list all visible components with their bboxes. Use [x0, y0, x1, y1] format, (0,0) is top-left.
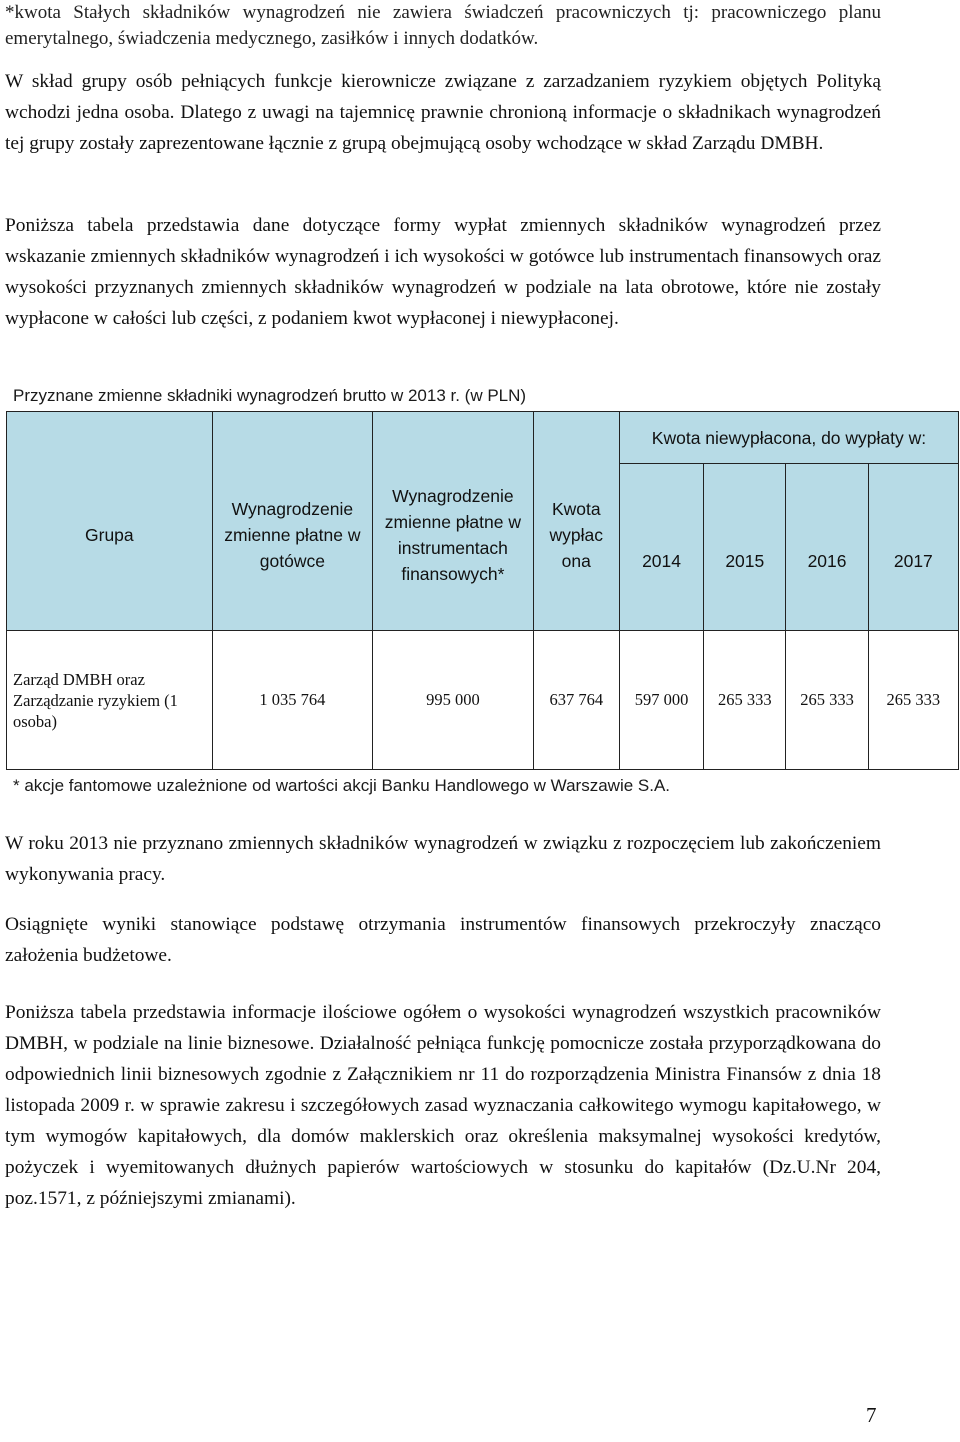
paragraph-risk-group: W skład grupy osób pełniących funkcje kierownicze związane z zarzadzaniem ryzykiem objętych Polityką wchodzi jedna osoba. Dlatego z uwagi na tajemnicę prawnie chronioną informacje o składnikach wynagrodzeń tej grupy zostały zaprezentowane łącznie z grupą obejmującą osoby wchodzące w skład Zarządu DMBH. [5, 71, 881, 154]
cell-unpaid-2015: 265 333 [704, 631, 786, 770]
header-instruments: Wynagrodzenie zmienne płatne w instrumentach finansowych* [373, 412, 534, 631]
paragraph-no-2013-awards: W roku 2013 nie przyznano zmiennych składników wynagrodzeń w związku z rozpoczęciem lub zakończeniem wykonywania pracy. [5, 833, 881, 885]
page-number: 7 [866, 1403, 877, 1427]
cell-group: Zarząd DMBH oraz Zarządzanie ryzykiem (1 osoba) [7, 631, 213, 770]
cell-unpaid-2017: 265 333 [868, 631, 958, 770]
header-year-2017: 2017 [868, 464, 958, 631]
footnote-fixed-components: *kwota Stałych składników wynagrodzeń nie zawiera świadczeń pracowniczych tj: pracowniczego planu emerytalnego, świadczenia medycznego, zasiłków i innych dodatków. [5, 2, 881, 49]
header-unpaid-group: Kwota niewypłacona, do wypłaty w: [619, 412, 958, 464]
cell-unpaid-2014: 597 000 [619, 631, 703, 770]
header-paid: Kwota wypłac ona [533, 412, 619, 631]
paragraph-table-intro: Poniższa tabela przedstawia dane dotyczące formy wypłat zmiennych składników wynagrodzeń przez wskazanie zmiennych składników wynagrodzeń i ich wysokości w gotówce lub instrumentach finansowych oraz wysokości przyznanych zmiennych składników wynagrodzeń w podziale na lata obrotowe, które nie zostały wypłacone w całości lub części, z podaniem kwot wypłaconej i niewypłaconej. [5, 215, 881, 329]
cell-unpaid-2016: 265 333 [786, 631, 868, 770]
cell-paid: 637 764 [533, 631, 619, 770]
cell-instruments: 995 000 [373, 631, 534, 770]
header-cash: Wynagrodzenie zmienne płatne w gotówce [212, 412, 373, 631]
paragraph-quantitative-info: Poniższa tabela przedstawia informacje ilościowe ogółem o wysokości wynagrodzeń wszystkich pracowników DMBH, w podziale na linie biznesowe. Działalność pełniąca funkcję pomocnicze została przyporządkowana do odpowiednich linii biznesowych zgodnie z Załącznikiem nr 11 do rozporządzenia Ministra Finansów z dnia 18 listopada 2009 r. w sprawie zakresu i szczegółowych zasad wyznaczania całkowitego wymogu kapitałowego, w tym wymogów kapitałowych, dla domów maklerskich oraz określenia maksymalnej wysokości kredytów, pożyczek i wyemitowanych dłużnych papierów wartościowych w stosunku do kapitałów (Dz.U.Nr 204, poz.1571, z późniejszymi zmianami). [5, 1002, 881, 1209]
header-year-2015: 2015 [704, 464, 786, 631]
paragraph-results: Osiągnięte wyniki stanowiące podstawę otrzymania instrumentów finansowych przekroczyły znacząco założenia budżetowe. [5, 914, 881, 966]
table-caption: Przyznane zmienne składniki wynagrodzeń brutto w 2013 r. (w PLN) [13, 386, 527, 405]
header-year-2016: 2016 [786, 464, 868, 631]
header-group: Grupa [7, 412, 213, 631]
variable-remuneration-table [6, 411, 959, 770]
cell-cash: 1 035 764 [212, 631, 373, 770]
header-year-2014: 2014 [619, 464, 703, 631]
table-row [7, 631, 959, 770]
table-footnote: * akcje fantomowe uzależnione od wartości akcji Banku Handlowego w Warszawie S.A. [13, 776, 671, 795]
